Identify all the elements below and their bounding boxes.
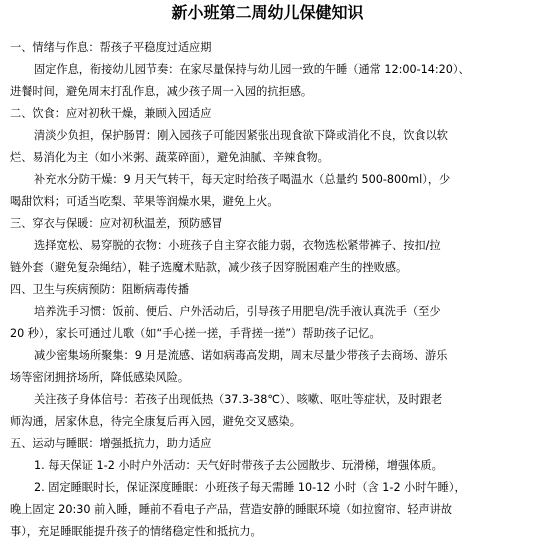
text-line: 喝甜饮料；可适当吃梨、苹果等润燥水果，避免上火。 <box>10 195 279 208</box>
text-line: 二、饮食：应对初秋干燥，兼顾入园适应 <box>10 107 212 120</box>
text-line: 事），充足睡眠能提升孩子的情绪稳定性和抵抗力。 <box>10 525 262 538</box>
text-line: 选择宽松、易穿脱的衣物：小班孩子自主穿衣能力弱，衣物选松紧带裤子、按扣/拉 <box>34 239 441 252</box>
document-body <box>10 37 525 543</box>
text-line: 减少密集场所聚集：9 月是流感、诺如病毒高发期，周末尽量少带孩子去商场、游乐 <box>34 349 448 362</box>
document-title: 新小班第二周幼儿保健知识 <box>171 3 364 22</box>
text-line: 五、运动与睡眠：增强抵抗力，助力适应 <box>10 437 212 450</box>
text-line: 2. 固定睡眠时长，保证深度睡眠：小班孩子每天需睡 10-12 小时（含 1-2 小时午睡）， <box>34 481 466 494</box>
text-line: 进餐时间，避免周末打乱作息，减少孩子周一入园的抗拒感。 <box>10 85 313 98</box>
text-line: 师沟通，居家休息，待完全康复后再入园，避免交叉感染。 <box>10 415 301 428</box>
text-line: 四、卫生与疾病预防：阻断病毒传播 <box>10 283 190 296</box>
text-line: 晚上固定 20:30 前入睡，睡前不看电子产品，营造安静的睡眠环境（如拉窗帘、轻声讲故 <box>10 503 453 516</box>
text-line: 20 秒），家长可通过儿歌（如“手心搓一搓，手背搓一搓”）帮助孩子记忆。 <box>10 327 381 340</box>
text-line: 关注孩子身体信号：若孩子出现低热（37.3-38℃）、咳嗽、呕吐等症状，及时跟老 <box>34 393 443 406</box>
text-line: 一、情绪与作息：帮孩子平稳度过适应期 <box>10 41 212 54</box>
text-line: 1. 每天保证 1-2 小时户外活动：天气好时带孩子去公园散步、玩滑梯，增强体质。 <box>34 459 443 472</box>
text-line: 固定作息，衔接幼儿园节奏：在家尽量保持与幼儿园一致的午睡（通常 12:00-14:20）、 <box>34 63 470 76</box>
text-line: 三、穿衣与保暖：应对初秋温差，预防感冒 <box>10 217 223 230</box>
text-line: 培养洗手习惯：饭前、便后、户外活动后，引导孩子用肥皂/洗手液认真洗手（至少 <box>34 305 441 318</box>
text-line: 链外套（避免复杂绳结），鞋子选魔术贴款，减少孩子因穿脱困难产生的挫败感。 <box>10 261 408 274</box>
text-line: 烂、易消化为主（如小米粥、蔬菜碎面），避免油腻、辛辣食物。 <box>10 151 329 164</box>
text-line: 补充水分防干燥：9 月天气转干，每天定时给孩子喝温水（总量约 500-800ml），少 <box>34 173 451 186</box>
text-line: 清淡少负担，保护肠胃：刚入园孩子可能因紧张出现食欲下降或消化不良，饮食以软 <box>34 129 448 142</box>
text-line: 场等密闭拥挤场所，降低感染风险。 <box>10 371 190 384</box>
